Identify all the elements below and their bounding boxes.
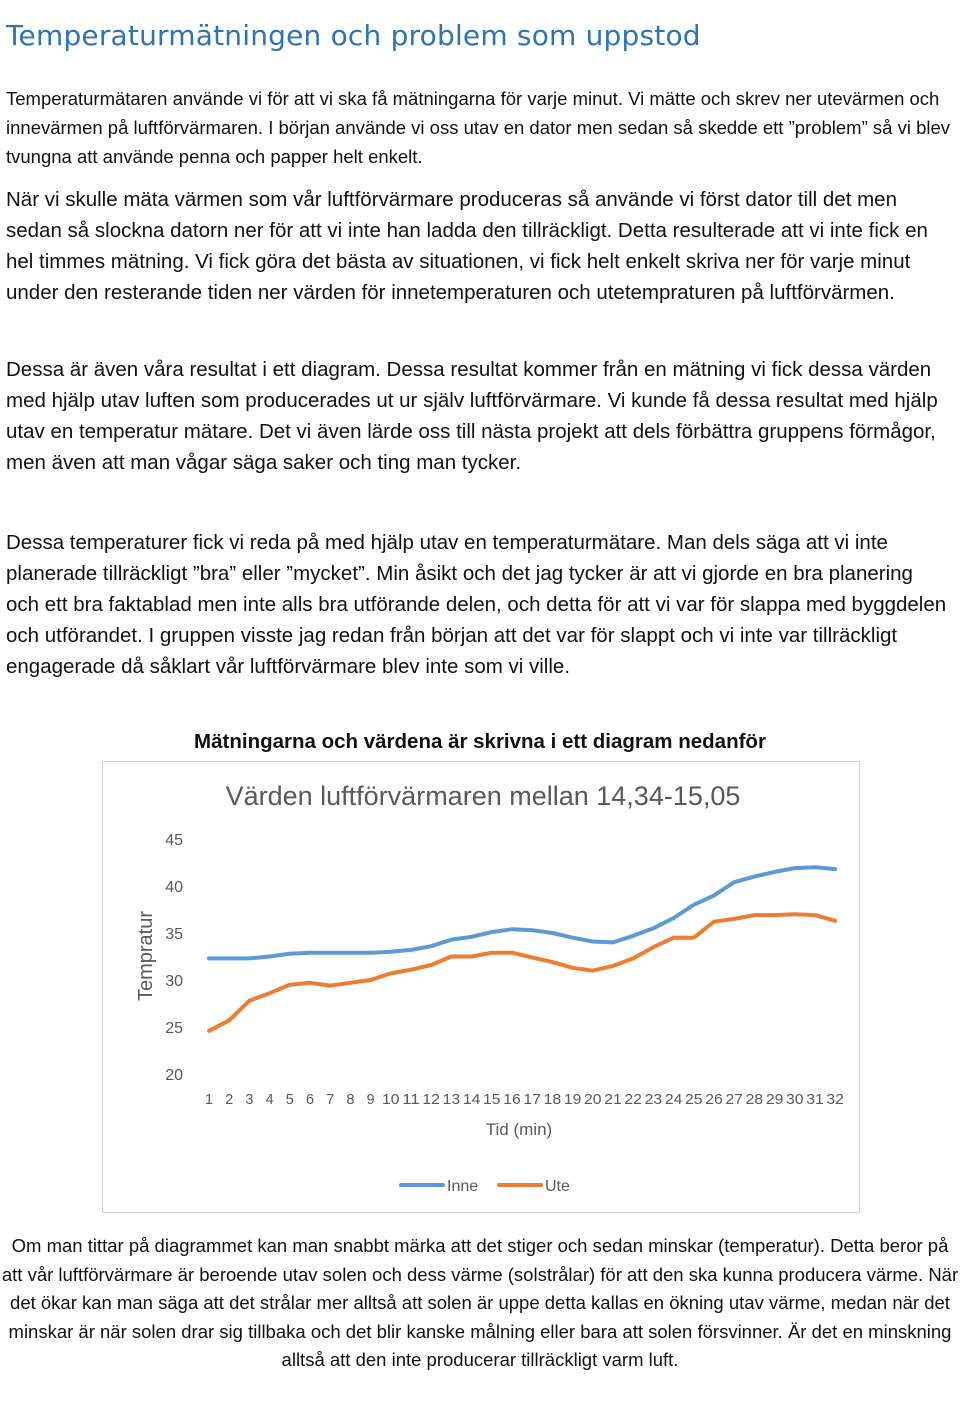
x-tick-label: 32 [826, 1091, 844, 1108]
chart-svg [1, 1, 960, 1402]
y-tick-label: 40 [165, 879, 183, 896]
x-axis-label: Tid (min) [485, 1120, 553, 1139]
x-tick-label: 6 [306, 1091, 314, 1108]
x-tick-label: 4 [265, 1091, 274, 1108]
x-tick-label: 20 [584, 1091, 602, 1108]
x-tick-label: 9 [366, 1091, 375, 1108]
x-tick-label: 11 [402, 1091, 420, 1108]
x-tick-label: 17 [523, 1091, 541, 1108]
x-tick-label: 26 [705, 1091, 723, 1108]
page-title: Temperaturmätningen och problem som uppstod [6, 18, 701, 52]
x-tick-label: 5 [285, 1091, 294, 1108]
x-tick-label: 18 [543, 1091, 562, 1108]
x-tick-label: 31 [806, 1091, 824, 1108]
chart-heading: Mätningarna och värdena är skrivna i ett diagram nedanför [194, 730, 766, 753]
x-tick-label: 3 [245, 1091, 254, 1108]
paragraph-measurement: När vi skulle mäta värmen som vår luftförvärmare produceras så använde vi först dator till det men sedan så slockna datorn ner för att vi inte han ladda den tillräckligt. Detta resulterade att vi inte fick en hel timmes mätning. Vi fick göra det bästa av situationen, vi fick helt enkelt skriva ner för varje minut under den resterande tiden ner värden för innetemperaturen och utetempraturen på luftförvärmen. [6, 188, 928, 304]
x-tick-label: 12 [422, 1091, 440, 1108]
x-tick-label: 19 [563, 1091, 582, 1108]
x-tick-label: 28 [745, 1091, 764, 1108]
y-axis-label: Tempratur [135, 910, 157, 1002]
y-tick-label: 45 [165, 832, 183, 849]
x-tick-label: 21 [604, 1091, 622, 1108]
x-tick-label: 13 [442, 1091, 461, 1108]
x-tick-label: 23 [644, 1091, 663, 1108]
x-tick-label: 16 [503, 1091, 521, 1108]
line-chart [102, 761, 860, 1213]
x-tick-label: 24 [664, 1091, 683, 1108]
legend-label-inne: Inne [447, 1178, 479, 1195]
x-tick-label: 25 [685, 1091, 703, 1108]
x-tick-label: 14 [462, 1091, 481, 1108]
paragraph-conclusion: Om man tittar på diagrammet kan man snabbt märka att det stiger och sedan minskar (temperatur). Detta beror på att vår luftförvärmare är beroende utav solen och dess värme (solstrålar) för att den ska kunna producera värme. När det ökar kan man säga att det strålar mer alltså att solen är uppe detta kallas en ökning utav värme, medan när det minskar är när solen drar sig tillbaka och det blir kanske målning eller bara att solen försvinner. Är det en minskning alltså att den inte producerar tillräckligt varm luft. [1, 1235, 959, 1371]
legend-label-ute: Ute [545, 1178, 570, 1195]
x-tick-label: 2 [225, 1091, 234, 1108]
paragraph-intro: Temperaturmätaren använde vi för att vi ska få mätningarna för varje minut. Vi mätte och skrev ner utevärmen och innevärmen på luftförvärmaren. I början använde vi oss utav en dator men sedan så skedde ett ”problem” så vi blev tvungna att använde penna och papper helt enkelt. [6, 88, 951, 167]
y-tick-label: 20 [165, 1067, 183, 1084]
x-tick-label: 15 [483, 1091, 501, 1108]
x-tick-label: 22 [624, 1091, 642, 1108]
paragraph-results: Dessa är även våra resultat i ett diagram. Dessa resultat kommer från en mätning vi fick dessa värden med hjälp utav luften som producerades ut ur själv luftförvärmare. Vi kunde få dessa resultat med hjälp utav en temperatur mätare. Det vi även lärde oss till nästa projekt att dels förbättra gruppens förmågor, men även att man vågar säga saker och ting man tycker. [6, 358, 938, 474]
x-tick-label: 8 [346, 1091, 355, 1108]
x-tick-label: 30 [786, 1091, 804, 1108]
y-tick-label: 30 [165, 973, 183, 990]
x-tick-label: 29 [765, 1091, 784, 1108]
y-tick-label: 35 [165, 926, 183, 943]
x-tick-label: 7 [326, 1091, 335, 1108]
x-tick-label: 10 [382, 1091, 400, 1108]
chart-title: Värden luftförvärmaren mellan 14,34-15,05 [225, 781, 741, 811]
series-line-inne [209, 867, 835, 958]
paragraph-reflection: Dessa temperaturer fick vi reda på med hjälp utav en temperaturmätare. Man dels säga att vi inte planerade tillräckligt ”bra” eller ”mycket”. Min åsikt och det jag tycker är att vi gjorde en bra planering och ett bra faktablad men inte alls bra utförande delen, och detta för att vi var för slappa med byggdelen och utförandet. I gruppen visste jag redan från början att det var för slappt och vi inte var tillräckligt engagerade då såklart vår luftförvärmare blev inte som vi ville. [6, 531, 947, 678]
y-tick-label: 25 [165, 1020, 183, 1037]
x-tick-label: 1 [205, 1091, 213, 1108]
x-tick-label: 27 [725, 1091, 743, 1108]
